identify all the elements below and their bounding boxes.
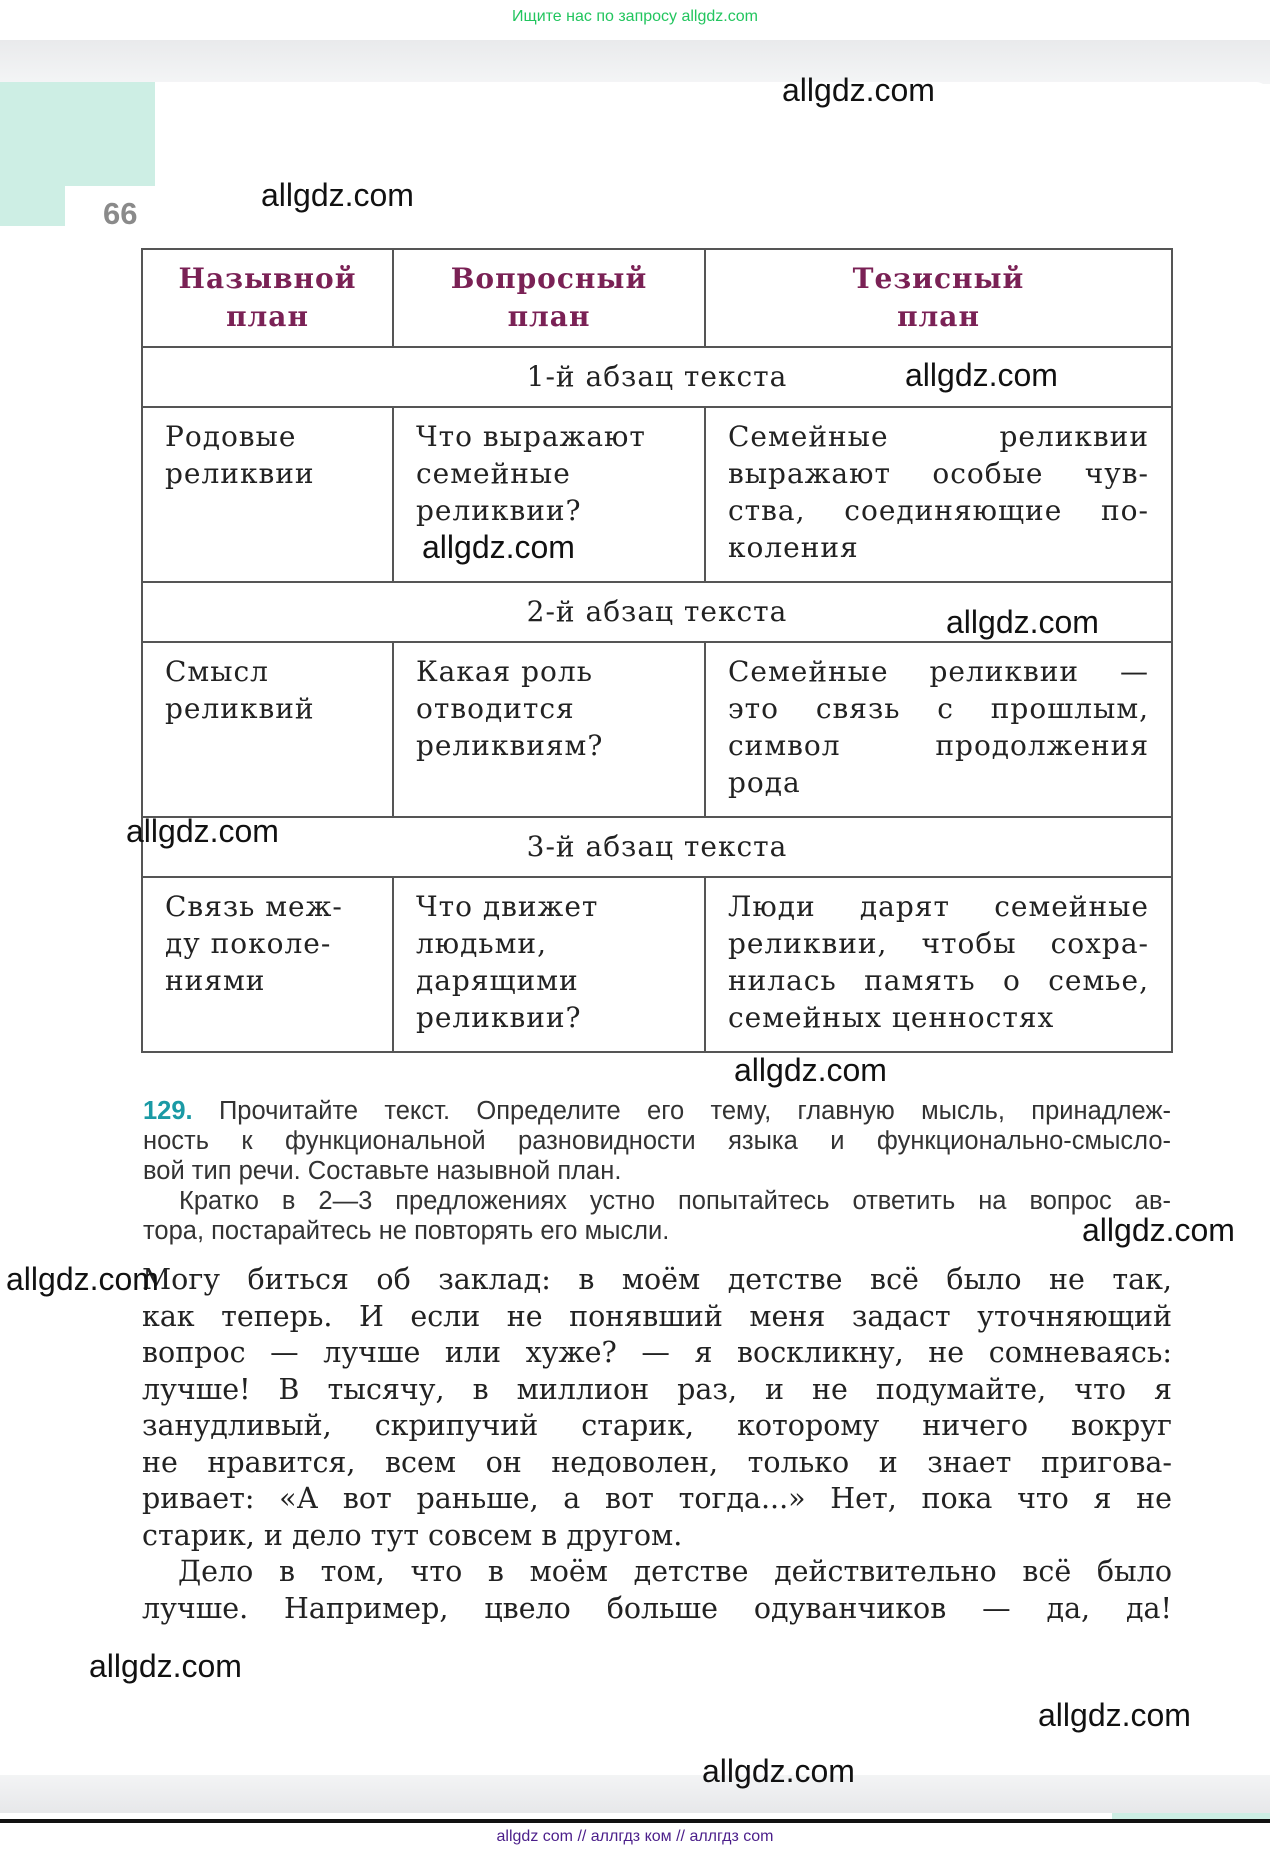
task-line: [143, 1096, 1171, 1126]
watermark: allgdz.com: [6, 1261, 159, 1297]
cell-line: рода: [728, 766, 801, 799]
table-row: [142, 877, 1172, 1052]
footer-links[interactable]: allgdz com // аллгдз ком // аллгдз com: [496, 1828, 774, 1845]
story-line: Дело в том, что в моём детстве действительно всё было: [178, 1555, 1172, 1588]
cell-line: ниями: [165, 964, 266, 997]
cell-line: семейных ценностях: [728, 1001, 1055, 1034]
cell-line: реликвии: [165, 457, 315, 490]
cell-line: выражают особые чув-: [728, 457, 1149, 490]
watermark: allgdz.com: [422, 529, 575, 565]
exercise-number: 129.: [143, 1097, 193, 1125]
cell-line: ду поколе-: [165, 927, 332, 960]
cell-line: отводится: [416, 692, 575, 725]
cell-line: Семейные реликвии: [728, 420, 1149, 453]
cell-line: людьми,: [416, 927, 547, 960]
cell-line: ства, соединяющие по-: [728, 494, 1149, 527]
top-banner[interactable]: Ищите нас по запросу allgdz.com: [0, 0, 1270, 44]
watermark: allgdz.com: [702, 1753, 855, 1789]
story-line: вопрос — лучше или хуже? — я воскликну, не сомневаясь:: [142, 1336, 1172, 1369]
watermark: allgdz.com: [782, 72, 935, 108]
cell-line: это связь с прошлым,: [728, 692, 1149, 725]
story-line: ривает: «А вот раньше, а вот тогда...» Нет, пока что я не: [142, 1482, 1172, 1515]
watermark: allgdz.com: [89, 1648, 242, 1684]
divider: [0, 1819, 1270, 1823]
cell-line: Какая роль: [416, 655, 593, 688]
header-question-plan: Вопросный план: [393, 249, 705, 347]
cell-line: реликвии?: [416, 1001, 582, 1034]
cell-line: реликвии?: [416, 494, 582, 527]
watermark: allgdz.com: [946, 604, 1099, 640]
cell-line: реликвий: [165, 692, 315, 725]
cell-line: Что движет: [416, 890, 599, 923]
task-line: ность к функциональной разновидности языка и функционально-смысло-: [143, 1127, 1171, 1155]
cell-line: Родовые: [165, 420, 297, 453]
cell-line: Семейные реликвии —: [728, 655, 1149, 688]
task-line: вой тип речи. Составьте назывной план.: [143, 1157, 622, 1185]
question-cell: [393, 642, 705, 817]
table-header-row: [142, 249, 1172, 347]
header-thesis-plan: Тезисный план: [705, 249, 1172, 347]
page-corner-decoration: [0, 186, 65, 226]
story-line: не нравится, всем он недоволен, только и знает пригова-: [142, 1445, 1172, 1479]
watermark: allgdz.com: [1082, 1212, 1235, 1248]
watermark: allgdz.com: [734, 1052, 887, 1088]
header-nominal-plan: Назывной план: [142, 249, 393, 347]
watermark: allgdz.com: [1038, 1697, 1191, 1733]
cell-line: Смысл: [165, 655, 269, 688]
story-line: Могу биться об заклад: в моём детстве всё было не так,: [142, 1263, 1172, 1296]
thesis-cell: [705, 407, 1172, 582]
watermark: allgdz.com: [261, 177, 414, 213]
section-title: 2-й абзац текста: [142, 582, 1172, 642]
cell-line: семейные: [416, 457, 571, 490]
story-line: занудливый, скрипучий старик, которому ничего вокруг: [142, 1409, 1172, 1442]
nominal-cell: [142, 642, 393, 817]
nominal-cell: [142, 877, 393, 1052]
table-row: [142, 407, 1172, 582]
cell-line: дарящими: [416, 964, 579, 997]
page-gap-band: [0, 1775, 1270, 1815]
cell-line: Люди дарят семейные: [728, 890, 1149, 923]
section-title: 3-й абзац текста: [142, 817, 1172, 877]
table-row: [142, 642, 1172, 817]
cell-line: реликвиям?: [416, 729, 604, 762]
watermark: allgdz.com: [905, 357, 1058, 393]
task-line: Кратко в 2—3 предложениях устно попытайтесь ответить на вопрос ав-: [179, 1187, 1171, 1215]
story-line: лучше! В тысячу, в миллион раз, и не подумайте, что я: [142, 1372, 1172, 1406]
cell-line: символ продолжения: [728, 729, 1149, 762]
thesis-cell: [705, 877, 1172, 1052]
story-line: лучше. Например, цвело больше одуванчиков — да, да!: [142, 1591, 1172, 1625]
cell-line: Связь меж-: [165, 890, 343, 923]
page-number: 66: [103, 196, 138, 231]
watermark: allgdz.com: [126, 813, 279, 849]
page-gap-band: [0, 40, 1270, 84]
nominal-cell: [142, 407, 393, 582]
section-title: 1-й абзац текста: [142, 347, 1172, 407]
exercise-129: [143, 1096, 1171, 1246]
story-line: как теперь. И если не понявший меня задаст уточняющий: [142, 1299, 1172, 1333]
task-text: Прочитайте текст. Определите его тему, главную мысль, принадлеж-: [218, 1097, 1171, 1125]
task-line: тора, постарайтесь не повторять его мысли.: [143, 1217, 670, 1245]
story-line: старик, и дело тут совсем в другом.: [142, 1518, 683, 1552]
cell-line: нилась память о семье,: [728, 964, 1149, 997]
thesis-cell: [705, 642, 1172, 817]
cell-line: реликвии, чтобы сохра-: [728, 927, 1149, 960]
cell-line: коления: [728, 531, 859, 564]
page-corner-decoration: [0, 82, 155, 186]
story-text: [142, 1262, 1172, 1627]
cell-line: Что выражают: [416, 420, 646, 453]
section-row: [142, 817, 1172, 877]
question-cell: [393, 877, 705, 1052]
